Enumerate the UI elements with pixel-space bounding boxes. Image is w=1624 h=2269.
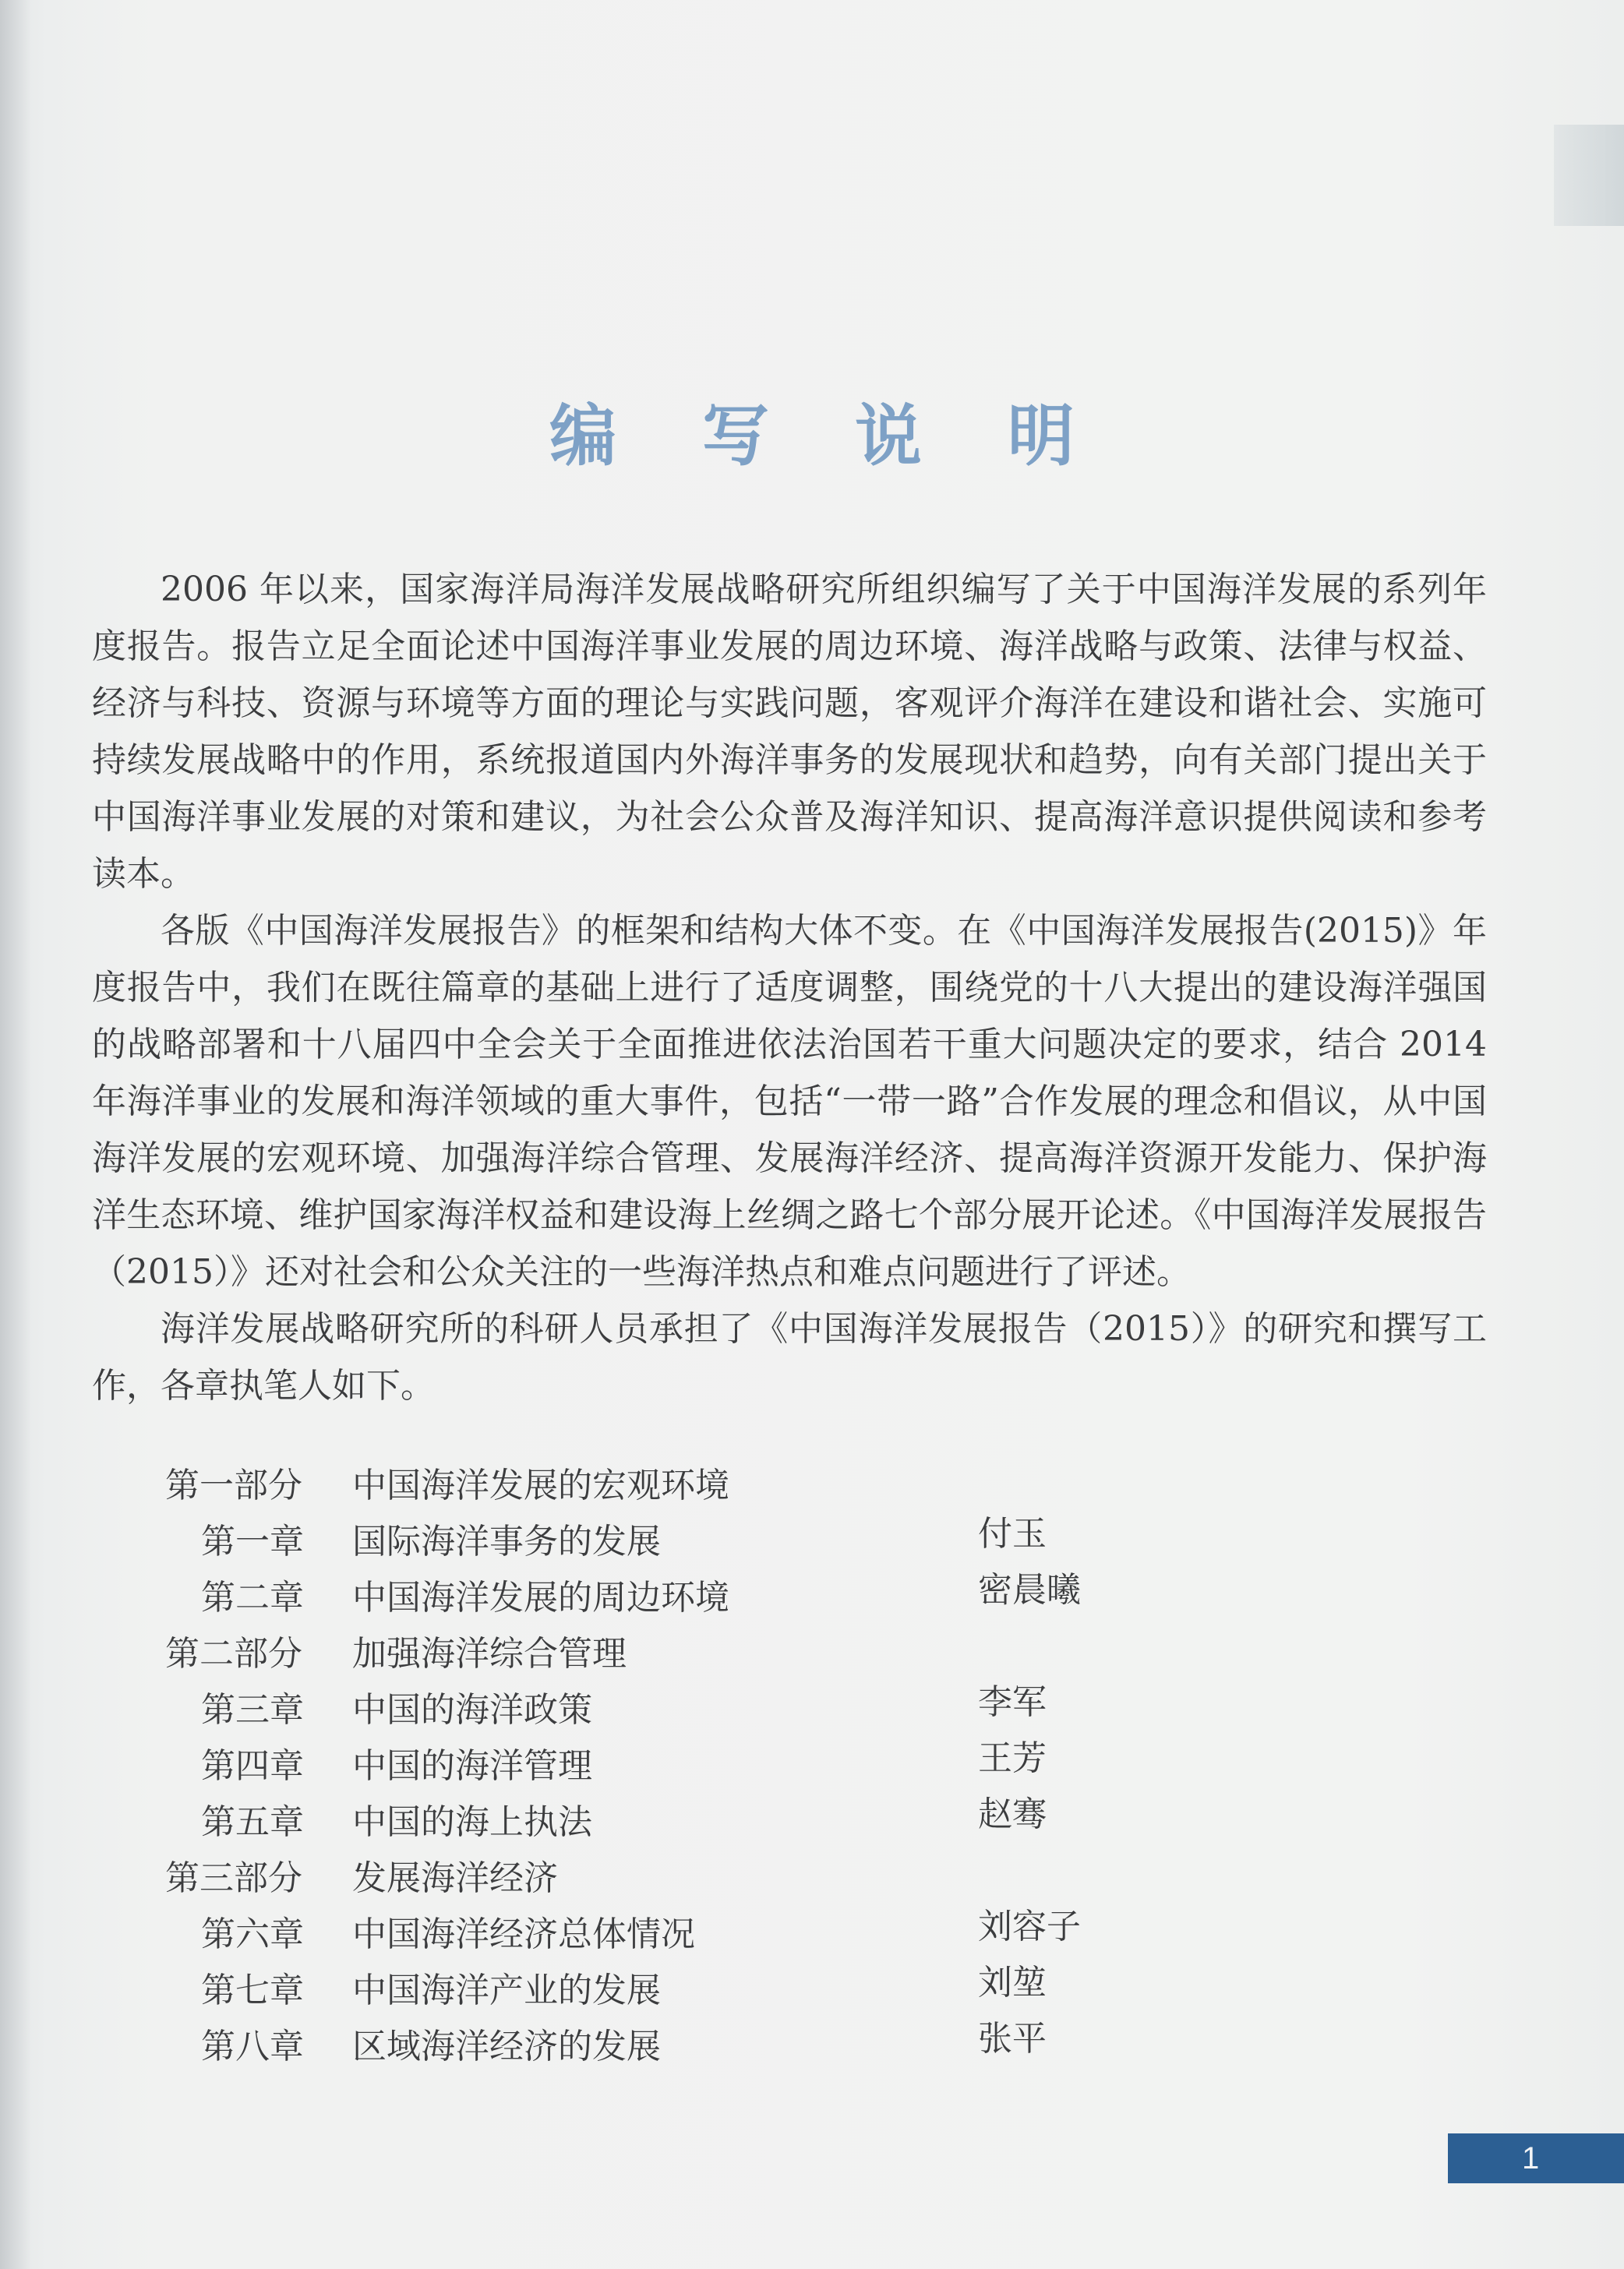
chapter-title: 区域海洋经济的发展 bbox=[352, 2027, 661, 2066]
chapter-author: 赵骞 bbox=[978, 1794, 1047, 1834]
chapter-author: 王芳 bbox=[978, 1738, 1047, 1778]
chapter-title: 国际海洋事务的发展 bbox=[352, 1522, 661, 1561]
chapter-author: 刘容子 bbox=[978, 1907, 1081, 1946]
part-label: 第二部分 bbox=[165, 1634, 302, 1674]
page-gutter-shadow bbox=[0, 0, 31, 2269]
chapter-title: 中国的海上执法 bbox=[352, 1802, 592, 1842]
part-label: 第三部分 bbox=[165, 1858, 302, 1898]
chapter-label: 第二章 bbox=[201, 1578, 304, 1618]
paragraph-2: 各版《中国海洋发展报告》的框架和结构大体不变。在《中国海洋发展报告(2015)》年度报告中，我们在既往篇章的基础上进行了适度调整，围绕党的十八大提出的建设海洋强国的战略部署和十八届四中全会关于全面推进依法治国若干重大问题决定的要求，结合 2014 年海洋事业的发展和海洋领域的重大事件，包括“一带一路”合作发展的理念和倡议，从中国海洋发展的宏观环境、加强海洋综合管理、发展海洋经济、提高海洋资源开发能力、保护海洋生态环境、维护国家海洋权益和建设海上丝绸之路七个部分展开论述。《中国海洋发展报告（2015）》还对社会和公众关注的一些海洋热点和难点问题进行了评述。 bbox=[92, 911, 1487, 1292]
chapter-label: 第七章 bbox=[201, 1971, 304, 2010]
chapter-title: 中国海洋产业的发展 bbox=[352, 1971, 661, 2010]
paragraph-1: 2006 年以来，国家海洋局海洋发展战略研究所组织编写了关于中国海洋发展的系列年度报告。报告立足全面论述中国海洋事业发展的周边环境、海洋战略与政策、法律与权益、经济与科技、资源与环境等方面的理论与实践问题，客观评介海洋在建设和谐社会、实施可持续发展战略中的作用，系统报道国内外海洋事务的发展现状和趋势，向有关部门提出关于中国海洋事业发展的对策和建议，为社会公众普及海洋知识、提高海洋意识提供阅读和参考读本。 bbox=[92, 570, 1487, 894]
paragraph-3: 海洋发展战略研究所的科研人员承担了《中国海洋发展报告（2015）》的研究和撰写工作，各章执笔人如下。 bbox=[92, 1309, 1487, 1406]
chapter-label: 第四章 bbox=[201, 1746, 304, 1786]
chapter-author: 张平 bbox=[978, 2019, 1047, 2059]
chapter-label: 第八章 bbox=[201, 2027, 304, 2066]
part-title: 加强海洋综合管理 bbox=[352, 1634, 627, 1674]
chapter-label: 第六章 bbox=[201, 1914, 304, 1954]
chapter-label: 第三章 bbox=[201, 1690, 304, 1730]
chapter-label: 第一章 bbox=[201, 1522, 304, 1561]
page-number: 1 bbox=[1448, 2133, 1624, 2183]
chapter-title: 中国的海洋政策 bbox=[352, 1690, 592, 1730]
chapter-label: 第五章 bbox=[201, 1802, 304, 1842]
chapter-author: 付玉 bbox=[978, 1514, 1047, 1554]
chapter-author: 李军 bbox=[978, 1682, 1047, 1722]
chapter-author: 刘堃 bbox=[978, 1963, 1047, 2003]
chapter-title: 中国海洋经济总体情况 bbox=[352, 1914, 695, 1954]
body-text bbox=[92, 561, 1487, 1414]
chapter-title: 中国的海洋管理 bbox=[352, 1746, 592, 1786]
part-label: 第一部分 bbox=[165, 1466, 302, 1505]
page-edge-tab bbox=[1554, 125, 1624, 226]
part-title: 发展海洋经济 bbox=[352, 1858, 558, 1898]
chapter-title: 中国海洋发展的周边环境 bbox=[352, 1578, 729, 1618]
part-title: 中国海洋发展的宏观环境 bbox=[352, 1466, 729, 1505]
page-title: 编 写 说 明 bbox=[549, 397, 1106, 475]
chapter-author: 密晨曦 bbox=[978, 1570, 1081, 1610]
